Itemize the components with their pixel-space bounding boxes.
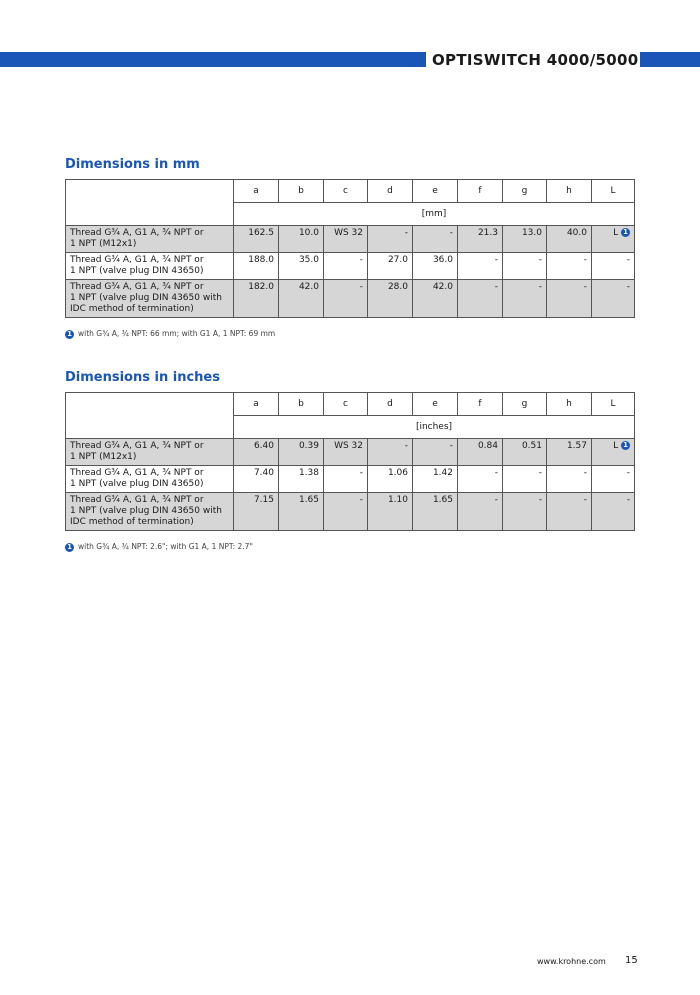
footer-url: www.krohne.com [537, 957, 606, 966]
unit-row [66, 416, 635, 439]
cell-e: 1.42 [413, 466, 458, 493]
description-line: IDC method of termination) [70, 304, 194, 314]
cell-b: 0.39 [279, 439, 324, 466]
column-header: d [368, 180, 413, 203]
column-header: b [279, 180, 324, 203]
column-header: g [503, 180, 547, 203]
description-line: Thread G¾ A, G1 A, ¾ NPT or [70, 441, 204, 451]
cell-h: 1.57 [547, 439, 592, 466]
column-header: a [234, 393, 279, 416]
column-header: f [458, 180, 503, 203]
unit-row [66, 203, 635, 226]
document-title: OPTISWITCH 4000/5000 [432, 51, 639, 69]
cell-h: - [547, 493, 592, 531]
cell-a: 162.5 [234, 226, 279, 253]
cell-e: 42.0 [413, 280, 458, 318]
unit-label: [inches] [234, 416, 635, 439]
description-line: Thread G¾ A, G1 A, ¾ NPT or [70, 495, 204, 505]
cell-d: - [368, 439, 413, 466]
cell-f: - [458, 253, 503, 280]
row-description [66, 280, 234, 318]
unit-empty-cell [66, 416, 234, 439]
cell-a: 182.0 [234, 280, 279, 318]
cell-c: - [324, 253, 368, 280]
column-header: L [592, 393, 635, 416]
table-row [66, 466, 635, 493]
cell-a: 7.15 [234, 493, 279, 531]
table-row [66, 280, 635, 318]
row-description [66, 226, 234, 253]
column-header: g [503, 393, 547, 416]
cell-d: - [368, 226, 413, 253]
mm-dimensions-table [65, 179, 635, 318]
description-line: 1 NPT (M12x1) [70, 239, 137, 249]
cell-l: - [592, 280, 635, 318]
cell-h: 40.0 [547, 226, 592, 253]
cell-h: - [547, 280, 592, 318]
description-line: 1 NPT (valve plug DIN 43650) [70, 479, 204, 489]
cell-d: 1.06 [368, 466, 413, 493]
cell-e: - [413, 226, 458, 253]
cell-a: 188.0 [234, 253, 279, 280]
mm-footnote [65, 329, 275, 339]
cell-e: 1.65 [413, 493, 458, 531]
table-row [66, 493, 635, 531]
row-description [66, 439, 234, 466]
cell-g: 0.51 [503, 439, 547, 466]
cell-l-value: L [613, 441, 619, 451]
cell-l: - [592, 493, 635, 531]
footnote-marker-icon: 1 [621, 441, 630, 450]
header-bar-left [0, 52, 426, 67]
column-header: e [413, 180, 458, 203]
cell-g: - [503, 466, 547, 493]
cell-f: 0.84 [458, 439, 503, 466]
inch-section-title: Dimensions in inches [65, 370, 220, 385]
table-row [66, 439, 635, 466]
description-line: 1 NPT (valve plug DIN 43650) [70, 266, 204, 276]
cell-l [592, 226, 635, 253]
cell-c: - [324, 466, 368, 493]
cell-d: 1.10 [368, 493, 413, 531]
cell-b: 1.38 [279, 466, 324, 493]
footnote-text: with G¾ A, ¾ NPT: 66 mm; with G1 A, 1 NPT: 69 mm [78, 329, 276, 338]
cell-l: - [592, 253, 635, 280]
cell-g: - [503, 493, 547, 531]
cell-l-value: L [613, 228, 619, 238]
footnote-marker-icon: 1 [65, 330, 74, 339]
cell-g: - [503, 280, 547, 318]
description-line: Thread G¾ A, G1 A, ¾ NPT or [70, 282, 204, 292]
description-line: Thread G¾ A, G1 A, ¾ NPT or [70, 468, 204, 478]
description-line: 1 NPT (valve plug DIN 43650 with [70, 506, 222, 516]
cell-l: - [592, 466, 635, 493]
table-header-row [66, 180, 635, 203]
column-header: d [368, 393, 413, 416]
mm-section-title: Dimensions in mm [65, 157, 200, 172]
column-header: c [324, 180, 368, 203]
cell-c: WS 32 [324, 226, 368, 253]
cell-g: - [503, 253, 547, 280]
cell-b: 42.0 [279, 280, 324, 318]
cell-d: 27.0 [368, 253, 413, 280]
cell-a: 6.40 [234, 439, 279, 466]
cell-e: - [413, 439, 458, 466]
description-line: 1 NPT (valve plug DIN 43650 with [70, 293, 222, 303]
cell-f: 21.3 [458, 226, 503, 253]
header-empty-cell [66, 180, 234, 203]
footnote-marker-icon: 1 [621, 228, 630, 237]
cell-h: - [547, 253, 592, 280]
column-header: b [279, 393, 324, 416]
row-description [66, 466, 234, 493]
footnote-marker-icon: 1 [65, 543, 74, 552]
column-header: e [413, 393, 458, 416]
table-row [66, 226, 635, 253]
table-row [66, 253, 635, 280]
unit-empty-cell [66, 203, 234, 226]
cell-b: 35.0 [279, 253, 324, 280]
cell-e: 36.0 [413, 253, 458, 280]
unit-label: [mm] [234, 203, 635, 226]
description-line: IDC method of termination) [70, 517, 194, 527]
cell-f: - [458, 493, 503, 531]
row-description [66, 493, 234, 531]
cell-l [592, 439, 635, 466]
column-header: h [547, 393, 592, 416]
cell-b: 1.65 [279, 493, 324, 531]
cell-f: - [458, 466, 503, 493]
cell-f: - [458, 280, 503, 318]
inch-dimensions-table [65, 392, 635, 531]
cell-g: 13.0 [503, 226, 547, 253]
row-description [66, 253, 234, 280]
cell-d: 28.0 [368, 280, 413, 318]
column-header: c [324, 393, 368, 416]
cell-b: 10.0 [279, 226, 324, 253]
table-header-row [66, 393, 635, 416]
page-number: 15 [625, 955, 638, 966]
column-header: h [547, 180, 592, 203]
column-header: L [592, 180, 635, 203]
header-empty-cell [66, 393, 234, 416]
inch-footnote [65, 542, 253, 552]
header-bar-right [640, 52, 700, 67]
column-header: a [234, 180, 279, 203]
description-line: 1 NPT (M12x1) [70, 452, 137, 462]
cell-a: 7.40 [234, 466, 279, 493]
column-header: f [458, 393, 503, 416]
description-line: Thread G¾ A, G1 A, ¾ NPT or [70, 255, 204, 265]
footnote-text: with G¾ A, ¾ NPT: 2.6"; with G1 A, 1 NPT: 2.7" [78, 542, 253, 551]
cell-c: WS 32 [324, 439, 368, 466]
cell-c: - [324, 493, 368, 531]
description-line: Thread G¾ A, G1 A, ¾ NPT or [70, 228, 204, 238]
cell-h: - [547, 466, 592, 493]
cell-c: - [324, 280, 368, 318]
